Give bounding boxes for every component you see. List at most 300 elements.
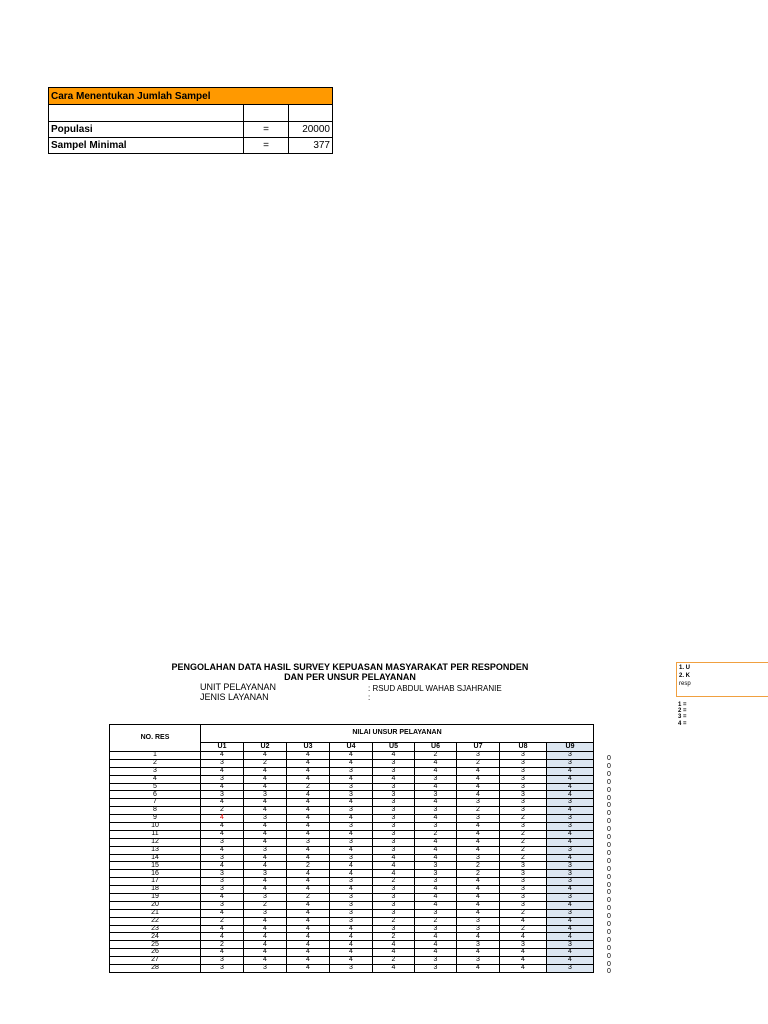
cell-u8: 2 [500, 830, 547, 838]
right-value: 0 [607, 921, 611, 929]
cell-u3: 4 [287, 909, 330, 917]
cell-u2: 4 [244, 949, 287, 957]
cell-u3: 4 [287, 759, 330, 767]
cell-u1: 3 [201, 965, 244, 973]
cell-u6: 3 [415, 965, 457, 973]
cell-u4: 3 [330, 823, 373, 831]
cell-u6: 3 [415, 878, 457, 886]
cell-u4: 3 [330, 854, 373, 862]
cell-u2: 4 [244, 838, 287, 846]
cell-u6: 4 [415, 854, 457, 862]
cell-u1: 3 [201, 791, 244, 799]
cell-u8: 2 [500, 925, 547, 933]
cell-u3: 4 [287, 965, 330, 973]
cell-u3: 4 [287, 823, 330, 831]
cell-u3: 4 [287, 807, 330, 815]
row-number: 6 [110, 791, 201, 799]
cell-u4: 4 [330, 846, 373, 854]
cell-u9: 3 [547, 894, 594, 902]
cell-u6: 4 [415, 783, 457, 791]
cell-u7: 3 [457, 941, 500, 949]
cell-u4: 3 [330, 894, 373, 902]
cell-u6: 4 [415, 894, 457, 902]
cell-u2: 3 [244, 791, 287, 799]
cell-u9: 3 [547, 878, 594, 886]
cell-u9: 3 [547, 965, 594, 973]
cell-u8: 3 [500, 878, 547, 886]
row-number: 1 [110, 752, 201, 760]
legend-2: 2 = [678, 708, 687, 715]
cell-u1: 4 [201, 894, 244, 902]
cell-u1: 4 [201, 925, 244, 933]
score-legend [678, 702, 687, 727]
cell-u6: 3 [415, 957, 457, 965]
cell-u1: 3 [201, 901, 244, 909]
cell-u1: 4 [201, 783, 244, 791]
right-value: 0 [607, 786, 611, 794]
cell-u2: 4 [244, 830, 287, 838]
cell-u7: 4 [457, 830, 500, 838]
cell-u6: 3 [415, 909, 457, 917]
cell-u3: 4 [287, 933, 330, 941]
cell-u3: 4 [287, 917, 330, 925]
cell-u6: 4 [415, 759, 457, 767]
cell-u1: 4 [201, 933, 244, 941]
cell-u2: 2 [244, 759, 287, 767]
cell-u4: 3 [330, 838, 373, 846]
right-value: 0 [607, 778, 611, 786]
sample-title: Cara Menentukan Jumlah Sampel [49, 88, 333, 105]
cell-u4: 4 [330, 933, 373, 941]
cell-u5: 3 [373, 894, 415, 902]
row-number: 9 [110, 815, 201, 823]
cell-u9: 4 [547, 917, 594, 925]
cell-u5: 2 [373, 917, 415, 925]
cell-u4: 4 [330, 886, 373, 894]
cell-u1: 3 [201, 957, 244, 965]
cell-u6: 3 [415, 807, 457, 815]
table-row [110, 775, 594, 783]
cell-u8: 2 [500, 838, 547, 846]
cell-u7: 4 [457, 878, 500, 886]
cell-u5: 3 [373, 838, 415, 846]
cell-u3: 4 [287, 854, 330, 862]
cell-u2: 4 [244, 886, 287, 894]
right-value: 0 [607, 770, 611, 778]
cell-u3: 4 [287, 941, 330, 949]
cell-u2: 4 [244, 878, 287, 886]
right-value: 0 [607, 873, 611, 881]
col-u4: U4 [330, 743, 373, 752]
cell-u5: 3 [373, 783, 415, 791]
col-u2: U2 [244, 743, 287, 752]
cell-u1: 3 [201, 870, 244, 878]
cell-u3: 4 [287, 830, 330, 838]
cell-u9: 4 [547, 933, 594, 941]
cell-u7: 3 [457, 799, 500, 807]
cell-u6: 3 [415, 791, 457, 799]
cell-u7: 4 [457, 886, 500, 894]
cell-u7: 4 [457, 783, 500, 791]
cell-u2: 4 [244, 823, 287, 831]
cell-u4: 3 [330, 807, 373, 815]
right-value: 0 [607, 841, 611, 849]
cell-u1: 4 [201, 846, 244, 854]
cell-u4: 4 [330, 830, 373, 838]
cell-u2: 4 [244, 925, 287, 933]
legend-3: 3 = [678, 714, 687, 721]
cell-u5: 3 [373, 830, 415, 838]
cell-u9: 4 [547, 957, 594, 965]
cell-u2: 4 [244, 941, 287, 949]
table-row [110, 767, 594, 775]
cell-u8: 2 [500, 846, 547, 854]
cell-u3: 4 [287, 767, 330, 775]
cell-u5: 3 [373, 886, 415, 894]
cell-u5: 3 [373, 759, 415, 767]
col-u7: U7 [457, 743, 500, 752]
col-u5: U5 [373, 743, 415, 752]
cell-u3: 4 [287, 870, 330, 878]
right-value: 0 [607, 834, 611, 842]
cell-u6: 4 [415, 838, 457, 846]
col-u3: U3 [287, 743, 330, 752]
survey-title-line2: DAN PER UNSUR PELAYANAN [284, 672, 416, 682]
cell-u6: 2 [415, 917, 457, 925]
cell-u2: 3 [244, 870, 287, 878]
cell-u8: 4 [500, 957, 547, 965]
note-line3: resp [679, 681, 691, 687]
right-value: 0 [607, 952, 611, 960]
cell-u5: 4 [373, 775, 415, 783]
cell-u7: 4 [457, 894, 500, 902]
cell-u1: 3 [201, 854, 244, 862]
right-value: 0 [607, 810, 611, 818]
cell-u4: 4 [330, 815, 373, 823]
row-number: 11 [110, 830, 201, 838]
cell-u4: 4 [330, 799, 373, 807]
row-number: 16 [110, 870, 201, 878]
cell-u3: 4 [287, 799, 330, 807]
cell-u7: 4 [457, 767, 500, 775]
cell-u1: 3 [201, 878, 244, 886]
cell-u5: 3 [373, 823, 415, 831]
cell-u3: 4 [287, 901, 330, 909]
table-row [110, 783, 594, 791]
cell-u8: 4 [500, 965, 547, 973]
survey-title-line1: PENGOLAHAN DATA HASIL SURVEY KEPUASAN MASYARAKAT PER RESPONDEN [171, 662, 529, 672]
cell-u5: 2 [373, 957, 415, 965]
cell-u9: 3 [547, 759, 594, 767]
cell-u8: 2 [500, 854, 547, 862]
cell-u6: 2 [415, 830, 457, 838]
cell-u9: 3 [547, 870, 594, 878]
row-number: 15 [110, 862, 201, 870]
cell-u4: 4 [330, 949, 373, 957]
cell-u8: 3 [500, 894, 547, 902]
legend-1: 1 = [678, 702, 687, 708]
cell-u1: 4 [201, 752, 244, 760]
cell-u7: 2 [457, 870, 500, 878]
populasi-value: 20000 [289, 122, 333, 138]
row-number: 19 [110, 894, 201, 902]
cell-u6: 3 [415, 870, 457, 878]
row-number: 5 [110, 783, 201, 791]
cell-u5: 3 [373, 901, 415, 909]
cell-u1: 3 [201, 775, 244, 783]
cell-u8: 2 [500, 909, 547, 917]
cell-u9: 4 [547, 838, 594, 846]
cell-u3: 4 [287, 752, 330, 760]
cell-u9: 4 [547, 925, 594, 933]
cell-u6: 4 [415, 933, 457, 941]
cell-u7: 4 [457, 933, 500, 941]
cell-u8: 2 [500, 815, 547, 823]
cell-u3: 4 [287, 815, 330, 823]
cell-u7: 2 [457, 807, 500, 815]
cell-u1: 4 [201, 830, 244, 838]
cell-u5: 2 [373, 878, 415, 886]
cell-u5: 3 [373, 925, 415, 933]
cell-u4: 3 [330, 901, 373, 909]
cell-u8: 3 [500, 752, 547, 760]
cell-u8: 3 [500, 823, 547, 831]
cell-u9: 4 [547, 854, 594, 862]
cell-u5: 4 [373, 862, 415, 870]
cell-u3: 2 [287, 894, 330, 902]
cell-u5: 4 [373, 941, 415, 949]
cell-u4: 4 [330, 775, 373, 783]
right-value: 0 [607, 928, 611, 936]
right-value: 0 [607, 936, 611, 944]
cell-u2: 4 [244, 807, 287, 815]
cell-u3: 4 [287, 949, 330, 957]
cell-u4: 4 [330, 752, 373, 760]
cell-u2: 3 [244, 846, 287, 854]
right-value: 0 [607, 944, 611, 952]
cell-u8: 3 [500, 783, 547, 791]
row-number: 21 [110, 909, 201, 917]
cell-u1: 4 [201, 823, 244, 831]
cell-u1: 4 [201, 862, 244, 870]
cell-u6: 4 [415, 901, 457, 909]
cell-u5: 2 [373, 933, 415, 941]
row-number: 24 [110, 933, 201, 941]
cell-u7: 4 [457, 901, 500, 909]
cell-u4: 3 [330, 878, 373, 886]
cell-u1: 2 [201, 941, 244, 949]
cell-u9: 3 [547, 909, 594, 917]
cell-u8: 3 [500, 767, 547, 775]
sampel-minimal-op: = [244, 138, 289, 154]
right-value: 0 [607, 897, 611, 905]
right-value: 0 [607, 857, 611, 865]
table-row [110, 965, 594, 973]
cell-u4: 3 [330, 965, 373, 973]
legend-4: 4 = [678, 720, 687, 727]
cell-u8: 4 [500, 949, 547, 957]
right-value: 0 [607, 794, 611, 802]
cell-u2: 4 [244, 854, 287, 862]
cell-u2: 3 [244, 965, 287, 973]
cell-u9: 4 [547, 767, 594, 775]
row-number: 14 [110, 854, 201, 862]
right-value: 0 [607, 755, 611, 762]
cell-u7: 2 [457, 862, 500, 870]
cell-u2: 4 [244, 752, 287, 760]
table-row [110, 925, 594, 933]
note-line2: 2. K [679, 673, 691, 679]
cell-u8: 4 [500, 917, 547, 925]
cell-u9: 4 [547, 886, 594, 894]
cell-u2: 4 [244, 783, 287, 791]
cell-u6: 4 [415, 767, 457, 775]
survey-table [109, 724, 594, 973]
row-number: 4 [110, 775, 201, 783]
cell-u5: 4 [373, 752, 415, 760]
cell-u9: 3 [547, 815, 594, 823]
cell-u3: 2 [287, 862, 330, 870]
cell-u5: 3 [373, 799, 415, 807]
cell-u7: 2 [457, 759, 500, 767]
col-nilai-unsur: NILAI UNSUR PELAYANAN [201, 725, 594, 743]
cell-u1: 4 [201, 909, 244, 917]
cell-u3: 4 [287, 925, 330, 933]
cell-u2: 3 [244, 909, 287, 917]
populasi-label: Populasi [49, 122, 244, 138]
col-u1: U1 [201, 743, 244, 752]
cell-u9: 3 [547, 752, 594, 760]
row-number: 13 [110, 846, 201, 854]
cell-u4: 4 [330, 870, 373, 878]
cell-u7: 3 [457, 854, 500, 862]
table-row [110, 854, 594, 862]
cell-u7: 4 [457, 791, 500, 799]
cell-u6: 4 [415, 846, 457, 854]
cell-u7: 4 [457, 823, 500, 831]
right-value: 0 [607, 818, 611, 826]
cell-u3: 2 [287, 783, 330, 791]
cell-u9: 3 [547, 846, 594, 854]
right-value: 0 [607, 826, 611, 834]
cell-u4: 3 [330, 767, 373, 775]
row-number: 8 [110, 807, 201, 815]
right-value: 0 [607, 960, 611, 968]
table-row [110, 862, 594, 870]
cell-u5: 3 [373, 767, 415, 775]
row-number: 2 [110, 759, 201, 767]
cell-u9: 4 [547, 807, 594, 815]
cell-u8: 3 [500, 791, 547, 799]
cell-u5: 3 [373, 807, 415, 815]
table-row [110, 917, 594, 925]
cell-u9: 4 [547, 901, 594, 909]
cell-u8: 3 [500, 941, 547, 949]
cell-u4: 3 [330, 791, 373, 799]
right-value: 0 [607, 865, 611, 873]
col-u9: U9 [547, 743, 594, 752]
cell-u6: 2 [415, 752, 457, 760]
cell-u6: 4 [415, 815, 457, 823]
cell-u5: 4 [373, 949, 415, 957]
cell-u1: 3 [201, 838, 244, 846]
cell-u3: 4 [287, 791, 330, 799]
cell-u1: 4 [201, 767, 244, 775]
cell-u9: 3 [547, 941, 594, 949]
cell-u6: 4 [415, 799, 457, 807]
row-number: 28 [110, 965, 201, 973]
cell-u1: 4 [201, 949, 244, 957]
cell-u7: 4 [457, 846, 500, 854]
cell-u1: 2 [201, 917, 244, 925]
cell-u5: 4 [373, 854, 415, 862]
right-value: 0 [607, 762, 611, 770]
cell-u5: 3 [373, 815, 415, 823]
cell-u3: 4 [287, 775, 330, 783]
cell-u8: 3 [500, 870, 547, 878]
table-row [110, 846, 594, 854]
cell-u4: 4 [330, 957, 373, 965]
row-number: 22 [110, 917, 201, 925]
right-value: 0 [607, 849, 611, 857]
cell-u7: 4 [457, 965, 500, 973]
cell-u7: 3 [457, 917, 500, 925]
table-row [110, 933, 594, 941]
cell-u5: 3 [373, 791, 415, 799]
cell-u5: 3 [373, 909, 415, 917]
cell-u4: 4 [330, 759, 373, 767]
cell-u4: 4 [330, 925, 373, 933]
cell-u1: 3 [201, 759, 244, 767]
right-value: 0 [607, 802, 611, 810]
cell-u2: 4 [244, 767, 287, 775]
row-number: 26 [110, 949, 201, 957]
cell-u7: 4 [457, 775, 500, 783]
cell-u7: 3 [457, 752, 500, 760]
cell-u4: 3 [330, 917, 373, 925]
cell-u4: 4 [330, 862, 373, 870]
row-number: 18 [110, 886, 201, 894]
cell-u6: 3 [415, 775, 457, 783]
cell-u3: 3 [287, 838, 330, 846]
cell-u5: 4 [373, 965, 415, 973]
cell-u8: 3 [500, 759, 547, 767]
cell-u9: 3 [547, 799, 594, 807]
cell-u7: 4 [457, 909, 500, 917]
right-value: 0 [607, 881, 611, 889]
cell-u4: 3 [330, 909, 373, 917]
cell-u2: 4 [244, 917, 287, 925]
cell-u6: 4 [415, 886, 457, 894]
cell-u6: 4 [415, 949, 457, 957]
cell-u2: 3 [244, 894, 287, 902]
col-u6: U6 [415, 743, 457, 752]
sampel-minimal-label: Sampel Minimal [49, 138, 244, 154]
cell-u6: 3 [415, 823, 457, 831]
cell-u9: 4 [547, 775, 594, 783]
cell-u9: 3 [547, 862, 594, 870]
row-number: 20 [110, 901, 201, 909]
table-row [110, 838, 594, 846]
cell-u2: 4 [244, 775, 287, 783]
cell-u2: 4 [244, 933, 287, 941]
cell-u1: 2 [201, 807, 244, 815]
row-number: 7 [110, 799, 201, 807]
cell-u9: 3 [547, 823, 594, 831]
row-number: 27 [110, 957, 201, 965]
unit-label: UNIT PELAYANAN [200, 682, 277, 692]
cell-u7: 3 [457, 815, 500, 823]
